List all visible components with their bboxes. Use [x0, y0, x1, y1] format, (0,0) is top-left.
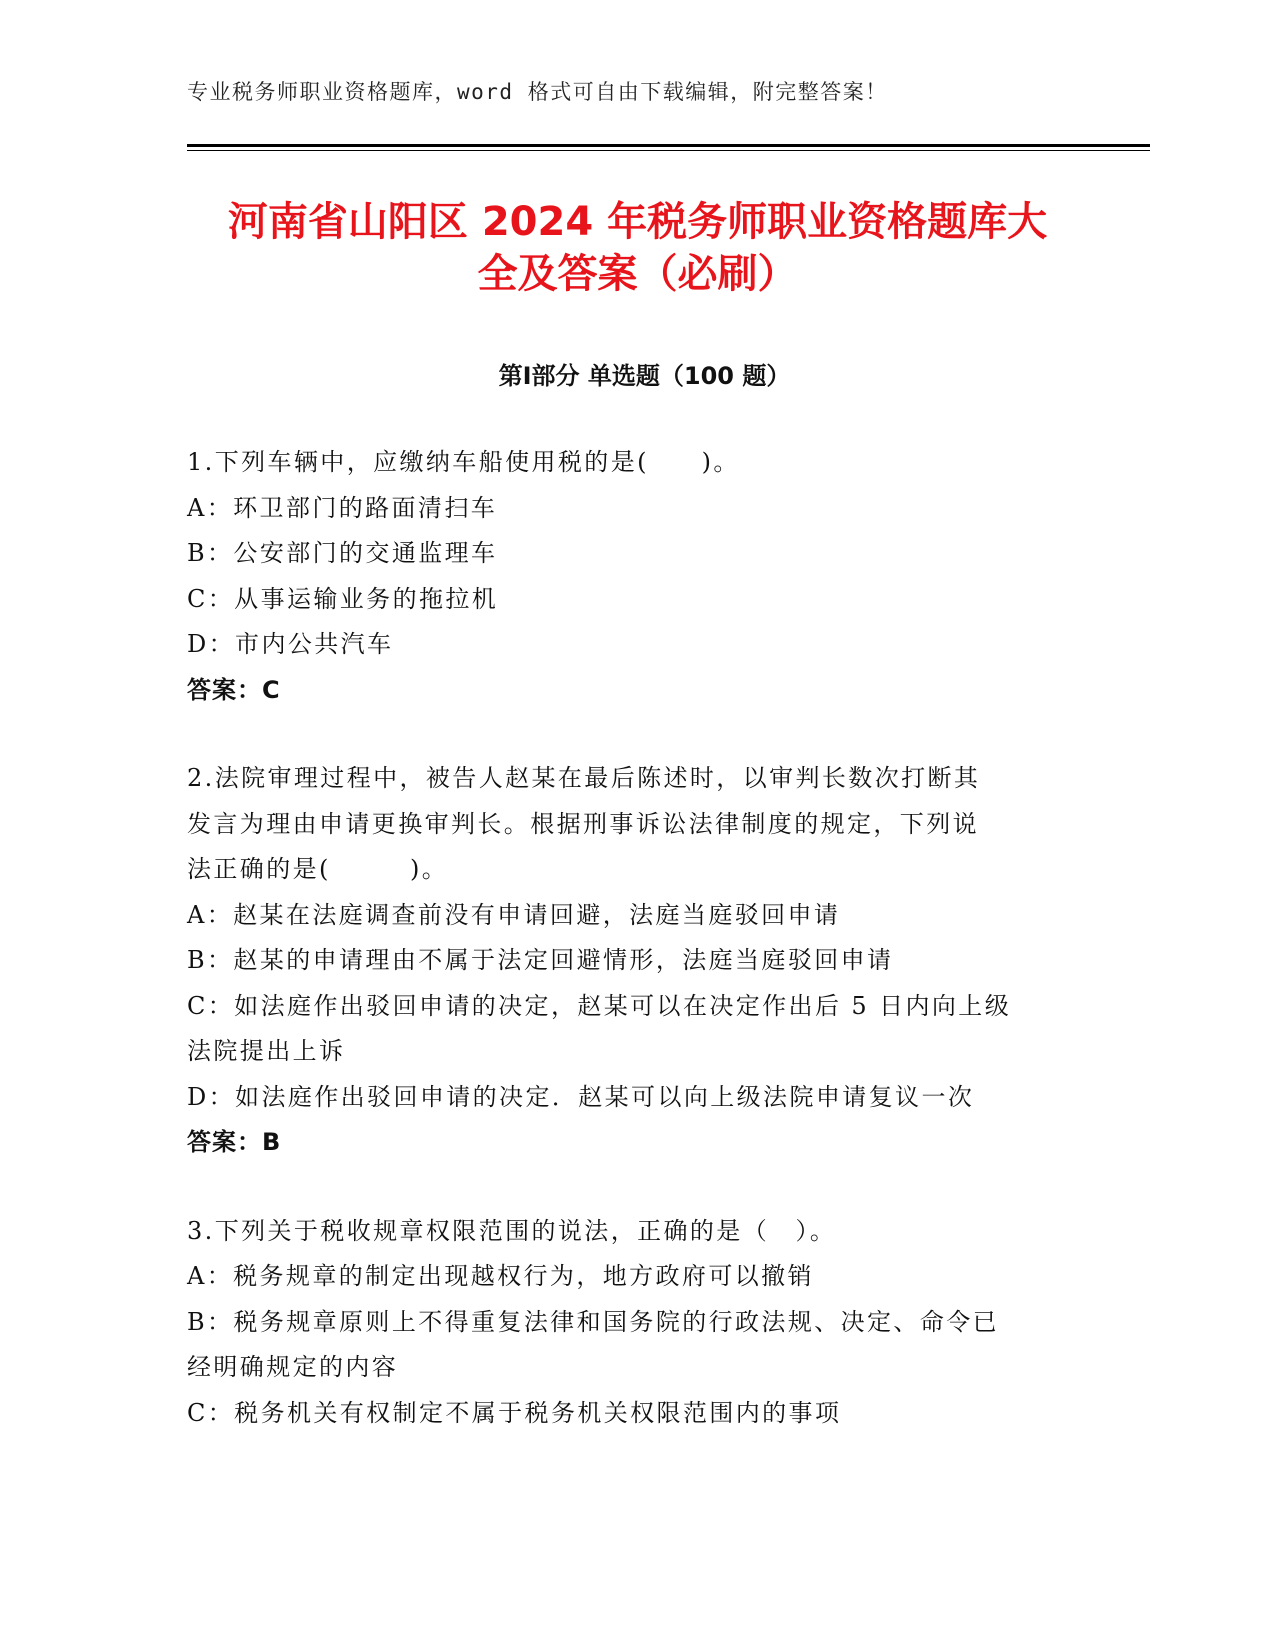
document-title-line2: 全及答案（必刷） [477, 251, 798, 297]
header-rule-thick [187, 144, 1150, 147]
question-stem-line: 发言为理由申请更换审判长。根据刑事诉讼法律制度的规定，下列说 [187, 809, 979, 838]
option-b: B：税务规章原则上不得重复法律和国务院的行政法规、决定、命令已 [187, 1307, 1000, 1336]
section-title: 第Ⅰ部分 单选题（100 题） [498, 362, 791, 390]
question-stem-line: 2.法院审理过程中，被告人赵某在最后陈述时，以审判长数次打断其 [187, 764, 981, 792]
question-3 [187, 1209, 1067, 1437]
question-stem: 3.下列关于税收规章权限范围的说法，正确的是（ ）。 [187, 1216, 837, 1245]
option-d: D：市内公共汽车 [187, 630, 394, 658]
option-c: C：如法庭作出驳回申请的决定，赵某可以在决定作出后 5 日内向上级 [187, 991, 1012, 1020]
option-c: C：从事运输业务的拖拉机 [187, 584, 499, 613]
option-b: B：公安部门的交通监理车 [187, 539, 498, 567]
answer: 答案：C [187, 675, 281, 704]
header-rule-thin [187, 150, 1150, 151]
option-a: A：税务规章的制定出现越权行为，地方政府可以撤销 [187, 1262, 814, 1290]
option-c: C：税务机关有权制定不属于税务机关权限范围内的事项 [187, 1398, 842, 1427]
question-stem-line: 法正确的是( )。 [187, 855, 449, 883]
question-list [187, 440, 1067, 1479]
question-2 [187, 756, 1067, 1166]
answer: 答案：B [187, 1128, 282, 1156]
option-a: A：赵某在法庭调查前没有申请回避，法庭当庭驳回申请 [187, 900, 841, 929]
question-stem: 1.下列车辆中，应缴纳车船使用税的是( )。 [187, 448, 740, 476]
document-title-line1: 河南省山阳区 2024 年税务师职业资格题库大 [227, 199, 1048, 245]
header-note: 专业税务师职业资格题库，word 格式可自由下载编辑，附完整答案！ [187, 80, 888, 104]
option-a: A：环卫部门的路面清扫车 [187, 493, 498, 522]
document-title [180, 196, 1095, 300]
question-1 [187, 440, 1067, 713]
option-b: B：赵某的申请理由不属于法定回避情形，法庭当庭驳回申请 [187, 946, 894, 974]
option-c-continued: 法院提出上诉 [187, 1037, 346, 1065]
option-d: D：如法庭作出驳回申请的决定．赵某可以向上级法院申请复议一次 [187, 1082, 975, 1111]
option-b-continued: 经明确规定的内容 [187, 1353, 399, 1381]
